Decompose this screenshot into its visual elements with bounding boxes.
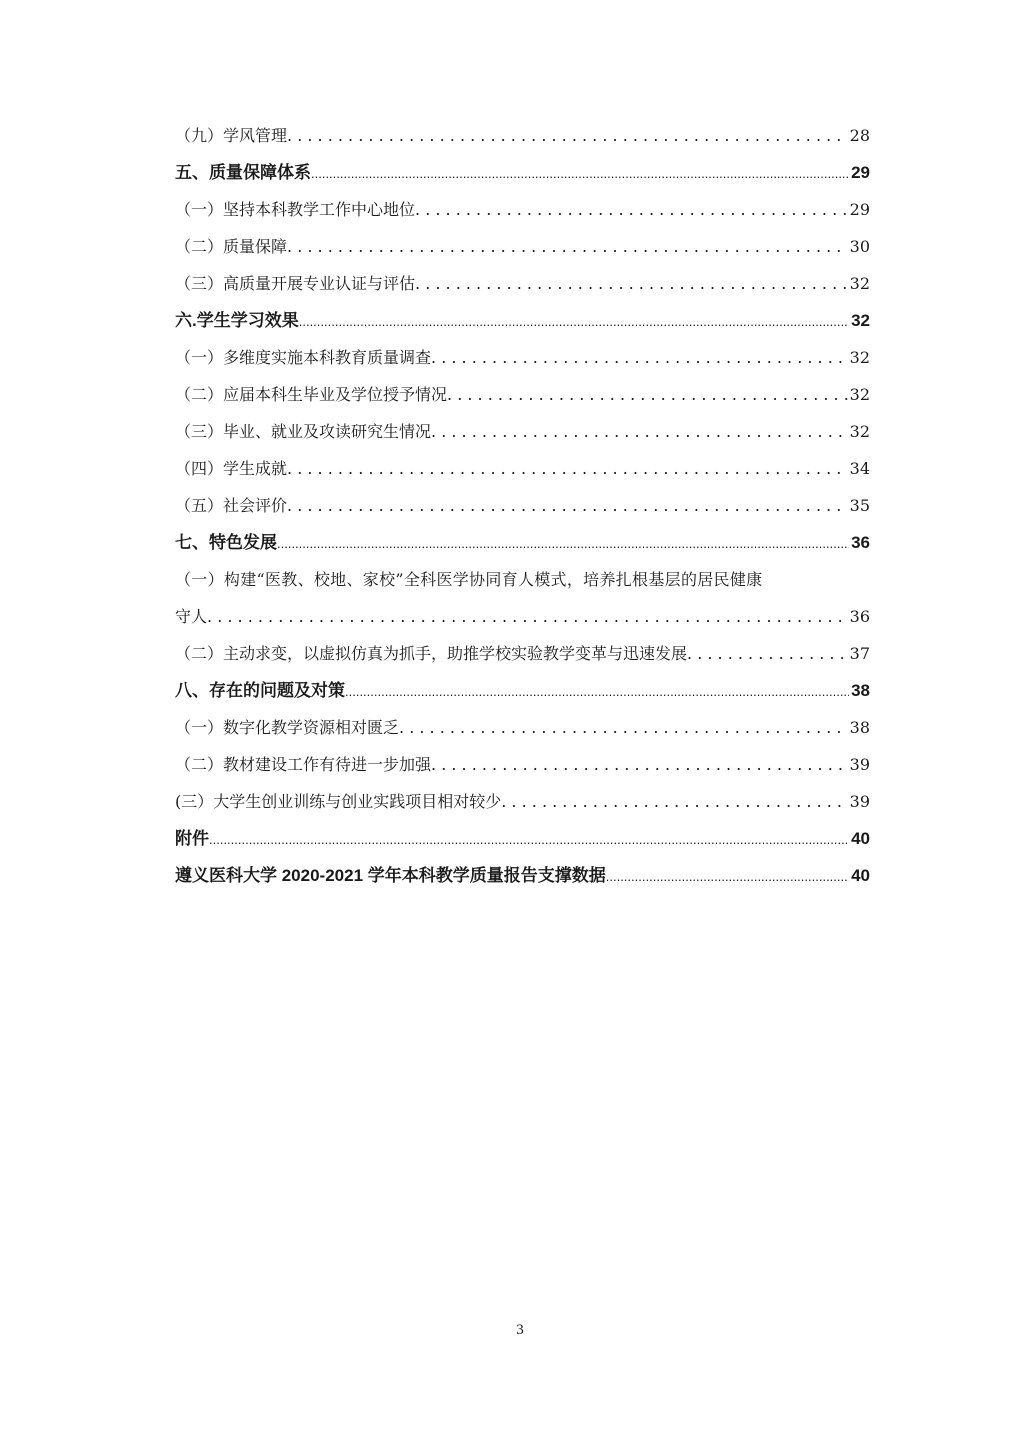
toc-entry-page: 39 [849, 755, 870, 774]
toc-entry-title: 五、质量保障体系 [175, 163, 311, 182]
toc-entry[interactable] [175, 820, 870, 857]
toc-entry[interactable] [175, 783, 870, 820]
dot-leader [287, 450, 848, 487]
toc-entry-title: （三）高质量开展专业认证与评估 [175, 274, 416, 293]
toc-entry-page: 38 [851, 681, 870, 700]
toc-entry[interactable] [175, 376, 870, 413]
toc-entry[interactable] [175, 117, 870, 154]
toc-entry-title: （二）教材建设工作有待进一步加强 [175, 755, 432, 774]
dot-leader [606, 858, 849, 895]
toc-entry-title: （五）社会评价 [175, 496, 288, 515]
toc-entry[interactable] [175, 450, 870, 487]
dot-leader [299, 303, 849, 340]
toc-entry-title: （九）学风管理 [175, 126, 288, 145]
toc-entry-page: 40 [851, 829, 870, 848]
dot-leader [209, 821, 849, 858]
toc-entry-page: 36 [849, 607, 870, 626]
toc-entry[interactable] [175, 561, 870, 635]
toc-entry[interactable] [175, 746, 870, 783]
toc-entry[interactable] [175, 524, 870, 561]
toc-entry-page: 38 [849, 718, 870, 737]
dot-leader [287, 117, 848, 154]
toc-entry[interactable] [175, 857, 870, 894]
toc-entry-continuation [175, 598, 870, 635]
dot-leader [501, 783, 847, 820]
toc-entry-title: 七、特色发展 [175, 533, 277, 552]
toc-entry-page: 29 [851, 163, 870, 182]
dot-leader [687, 635, 848, 672]
toc-entry-page: 28 [849, 126, 870, 145]
toc-entry-page: 40 [851, 866, 870, 885]
toc-entry-title: （一）数字化教学资源相对匮乏 [175, 718, 400, 737]
toc-entry-title: (三）大学生创业训练与创业实践项目相对较少 [175, 792, 502, 811]
toc-entry-title-line1: （一）构建“医教、校地、家校”全科医学协同育人模式，培养扎根基层的居民健康 [175, 570, 763, 589]
toc-entry-title: （一）多维度实施本科教育质量调查 [175, 348, 432, 367]
toc-entry-page: 32 [849, 385, 870, 404]
toc-entry-title: （三）毕业、就业及攻读研究生情况 [175, 422, 432, 441]
toc-entry-title: 六.学生学习效果 [175, 311, 299, 330]
toc-entry[interactable] [175, 672, 870, 709]
dot-leader [399, 709, 848, 746]
toc-entry[interactable] [175, 339, 870, 376]
dot-leader [311, 155, 849, 192]
toc-entry[interactable] [175, 709, 870, 746]
toc-entry-title: （二）应届本科生毕业及学位授予情况 [175, 385, 448, 404]
toc-entry-title: （四）学生成就 [175, 459, 288, 478]
dot-leader [447, 376, 848, 413]
toc-entry[interactable] [175, 228, 870, 265]
dot-leader [431, 413, 848, 450]
dot-leader [431, 746, 848, 783]
toc-entry-title: （二）主动求变，以虚拟仿真为抓手，助推学校实验教学变革与迅速发展 [175, 644, 688, 663]
toc-entry-title: 八、存在的问题及对策 [175, 681, 345, 700]
dot-leader [431, 339, 848, 376]
dot-leader [415, 265, 848, 302]
toc-entry-page: 32 [849, 422, 870, 441]
toc-entry[interactable] [175, 191, 870, 228]
dot-leader [345, 673, 849, 710]
toc-entry-page: 32 [851, 311, 870, 330]
toc-entry-page: 34 [849, 459, 870, 478]
toc-entry[interactable] [175, 413, 870, 450]
toc-entry[interactable] [175, 265, 870, 302]
dot-leader [287, 487, 848, 524]
toc-entry-page: 32 [849, 348, 870, 367]
toc-entry[interactable] [175, 487, 870, 524]
table-of-contents [175, 117, 870, 894]
toc-entry-page: 32 [849, 274, 870, 293]
toc-entry-page: 36 [851, 533, 870, 552]
dot-leader [415, 191, 848, 228]
toc-entry-page: 35 [849, 496, 870, 515]
toc-entry-page: 30 [849, 237, 870, 256]
toc-entry-title: 附件 [175, 829, 209, 848]
toc-entry-title-line2: 守人 [175, 607, 208, 626]
toc-entry-title: （二）质量保障 [175, 237, 288, 256]
toc-entry-title: （一）坚持本科教学工作中心地位 [175, 200, 416, 219]
toc-entry[interactable] [175, 154, 870, 191]
dot-leader [207, 598, 848, 635]
toc-entry-page: 37 [849, 644, 870, 663]
toc-entry-title: 遵义医科大学 2020-2021 学年本科教学质量报告支撑数据 [175, 866, 606, 885]
toc-entry-page: 39 [849, 792, 870, 811]
page-number: 3 [516, 1322, 524, 1338]
toc-entry[interactable] [175, 635, 870, 672]
toc-entry-page: 29 [849, 200, 870, 219]
dot-leader [277, 525, 849, 562]
dot-leader [287, 228, 848, 265]
toc-entry[interactable] [175, 302, 870, 339]
